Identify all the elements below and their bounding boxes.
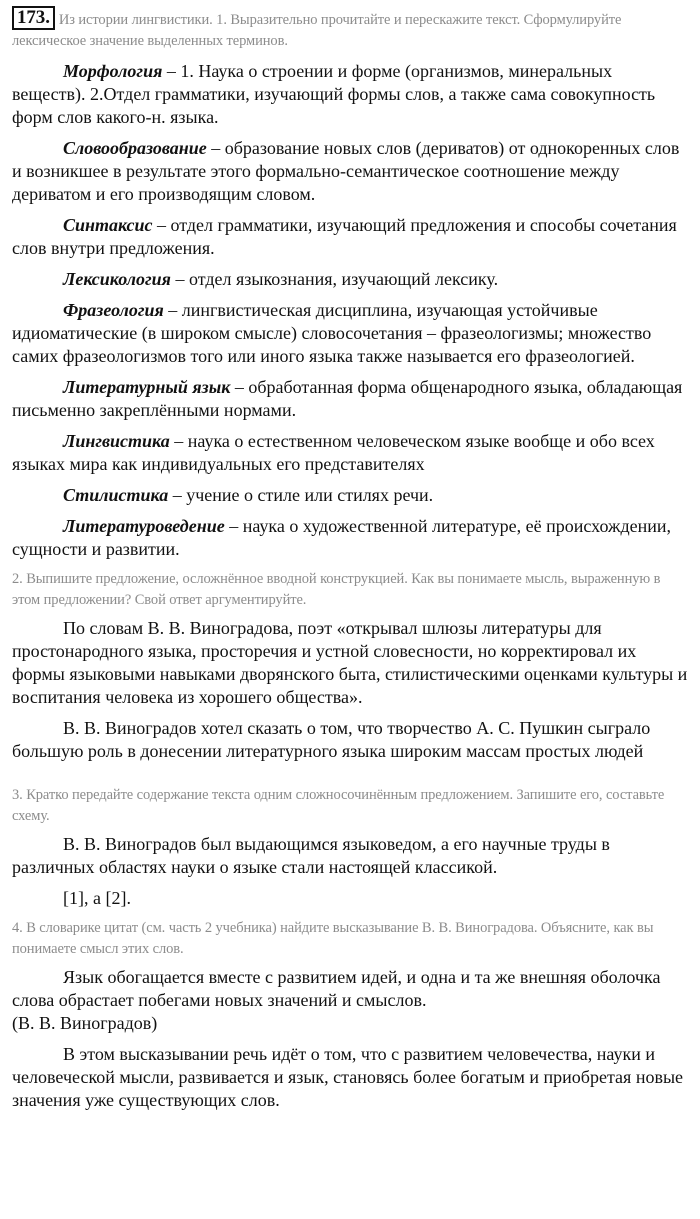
term-name: Лексикология bbox=[63, 269, 171, 289]
task-4-quote: Язык обогащается вместе с развитием идей, и одна и та же внешняя оболочка слова обрастает побегами новых значений и смыслов. bbox=[12, 967, 661, 1010]
term-name: Стилистика bbox=[63, 485, 169, 505]
textbook-page bbox=[12, 6, 688, 1120]
term-text: – отдел языкознания, изучающий лексику. bbox=[170, 269, 499, 289]
term-definition bbox=[12, 299, 688, 368]
task-2-answer-explanation: В. В. Виноградов хотел сказать о том, что творчество А. С. Пушкин сыграло большую роль в донесении литературного языка широким массам простых людей bbox=[12, 718, 651, 761]
task-3-scheme: [1], а [2]. bbox=[63, 888, 131, 908]
term-definition bbox=[12, 268, 688, 291]
term-text: – лингвистическая дисциплина, изучающая устойчивые идиоматические (в широком смысле) словосочетания – фразеологизмы; множество самих фразеологизмов того или иного языка также называется его фразеологией. bbox=[12, 300, 652, 366]
task-4-quote-author: (В. В. Виноградов) bbox=[12, 1013, 158, 1033]
term-definition bbox=[12, 515, 688, 561]
term-definition bbox=[12, 137, 688, 206]
task-3-answer: В. В. Виноградов был выдающимся языковедом, а его научные труды в различных областях науки о языке стали настоящей классикой. bbox=[12, 834, 610, 877]
term-name: Словообразование bbox=[63, 138, 207, 158]
task-4-instruction: 4. В словарике цитат (см. часть 2 учебника) найдите высказывание В. В. Виноградова. Объясните, как вы понимаете смысл этих слов. bbox=[12, 920, 654, 957]
term-text: – образование новых слов (дериватов) от однокоренных слов и возникшее в результате этого формально-семантическое соотношение между дериватом и его производящим словом. bbox=[12, 138, 680, 204]
term-name: Литературный язык bbox=[63, 377, 231, 397]
term-text: – наука о художественной литературе, её происхождении, сущности и развитии. bbox=[12, 516, 671, 559]
task-1-instruction bbox=[12, 6, 688, 52]
task-2-answer-quote: По словам В. В. Виноградова, поэт «открывал шлюзы литературы для простонародного языка, просторечия и устной словесности, но корректировал их формы языковыми навыками дворянского быта, стилистическими оценками культуры и воспитания человека из хорошего общества». bbox=[12, 618, 688, 707]
term-text: – наука о естественном человеческом языке вообще и обо всех языках мира как индивидуальных его представителях bbox=[12, 431, 655, 474]
task-3-instruction: 3. Кратко передайте содержание текста одним сложносочинённым предложением. Запишите его, составьте схему. bbox=[12, 787, 665, 824]
term-name: Синтаксис bbox=[63, 215, 153, 235]
term-definition bbox=[12, 376, 688, 422]
term-text: – обработанная форма общенародного языка, обладающая письменно закреплёнными нормами. bbox=[12, 377, 683, 420]
term-text: – отдел грамматики, изучающий предложения и способы сочетания слов внутри предложения. bbox=[12, 215, 677, 258]
term-text: – 1. Наука о строении и форме (организмов, минеральных веществ). 2.Отдел грамматики, изучающий формы слов, а также сама совокупность форм слов какого-н. языка. bbox=[12, 61, 656, 127]
term-definition bbox=[12, 214, 688, 260]
term-name: Фразеология bbox=[63, 300, 164, 320]
term-definition bbox=[12, 484, 688, 507]
task-1-text: Из истории лингвистики. 1. Выразительно прочитайте и перескажите текст. Сформулируйте лексическое значение выделенных терминов. bbox=[12, 12, 622, 49]
task-2-instruction: 2. Выпишите предложение, осложнённое вводной конструкцией. Как вы понимаете мысль, выраженную в этом предложении? Свой ответ аргументируйте. bbox=[12, 571, 661, 608]
task-4-answer: В этом высказывании речь идёт о том, что с развитием человечества, науки и человеческой мысли, развивается и язык, становясь более богатым и приобретая новые значения уже существующих слов. bbox=[12, 1044, 684, 1110]
term-name: Морфология bbox=[63, 61, 163, 81]
term-name: Лингвистика bbox=[63, 431, 170, 451]
exercise-number: 173. bbox=[12, 6, 55, 30]
term-text: – учение о стиле или стилях речи. bbox=[168, 485, 434, 505]
term-definition bbox=[12, 430, 688, 476]
term-definition bbox=[12, 60, 688, 129]
term-name: Литературоведение bbox=[63, 516, 225, 536]
